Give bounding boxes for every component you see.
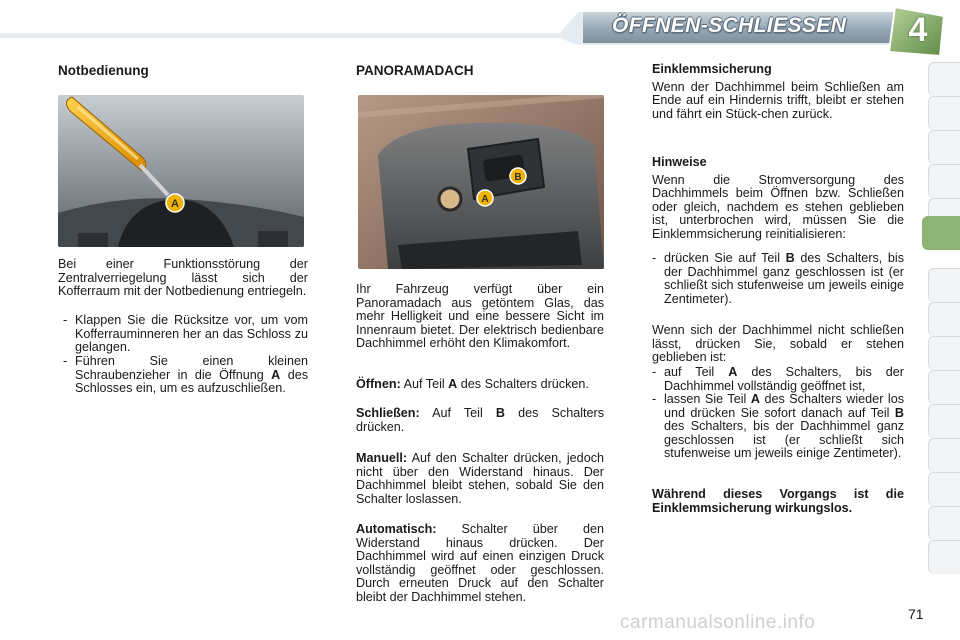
einklemmsicherung-section bbox=[652, 63, 904, 121]
chapter-tab[interactable] bbox=[928, 336, 960, 370]
hinweise-text: Wenn die Stromversorgung des Dachhimmels beim Öffnen bzw. Schließen oder gleich, nachdem es stehen geblieben ist, unterbrochen wird, müssen Sie die Einklemmsicherung reinitialisieren: bbox=[652, 172, 904, 241]
chapter-tabs bbox=[928, 62, 960, 578]
list-item: - auf Teil A des Schalters, bis der Dachhimmel vollständig geöffnet ist, bbox=[652, 365, 904, 393]
automatisch-paragraph: Automatisch: Schalter über den Widerstand hinaus drücken. Der Dachhimmel wird auf einen einzigen Druck vollständig geöffnet oder geschlossen. Durch erneuten Druck auf den Schalter bleibt der Dachhimmel stehen. bbox=[356, 522, 605, 604]
einklemmsicherung-heading: Einklemmsicherung bbox=[652, 62, 772, 76]
chapter-tab[interactable] bbox=[928, 268, 960, 302]
callout-b: B bbox=[514, 172, 522, 183]
warning-paragraph: Während dieses Vorgangs ist die Einklemmsicherung wirkungslos. bbox=[652, 487, 904, 515]
manuell-paragraph: Manuell: Auf den Schalter drücken, jedoch nicht über den Widerstand hinaus. Der Dachhimmel bleibt stehen, sobald Sie den Schalter loslassen. bbox=[356, 451, 604, 506]
notbedienung-text bbox=[58, 258, 308, 299]
chapter-tab[interactable] bbox=[928, 164, 960, 198]
chapter-tab[interactable] bbox=[928, 404, 960, 438]
notbedienung-intro: Bei einer Funktionsstörung der Zentralverriegelung lässt sich der Kofferraum mit der Notbedienung entriegeln. bbox=[58, 257, 308, 299]
chapter-header bbox=[0, 0, 960, 62]
chapter-tab[interactable] bbox=[928, 540, 960, 574]
list-item: - drücken Sie auf Teil B des Schalters, bis der Dachhimmel ganz geschlossen ist (er schließt sich stufenweise um jeweils einige Zentimeter). bbox=[652, 251, 905, 306]
trunk-lock-illustration bbox=[58, 95, 304, 247]
list-item: - Klappen Sie die Rücksitze vor, um vom Kofferrauminneren her an das Schloss zu gelangen. bbox=[63, 313, 308, 355]
list-item: - Führen Sie einen kleinen Schraubenzieher in die Öffnung A des Schlosses ein, um es aufzuschließen. bbox=[63, 354, 309, 396]
callout-a: A bbox=[481, 194, 489, 205]
chapter-number: 4 bbox=[908, 11, 928, 49]
callout-a: A bbox=[171, 198, 179, 210]
page-title: ÖFFNEN-SCHLIESSEN bbox=[612, 14, 847, 37]
list-item: - lassen Sie Teil A des Schalters wieder los und drücken Sie sofort danach auf Teil B des Schalters, bis der Dachhimmel ganz geschlossen ist (er schließt sich stufenweise um jeweils einige Zentimeter). bbox=[652, 392, 904, 461]
section-title-panoramadach: PANORAMADACH bbox=[356, 63, 474, 78]
chapter-tab[interactable] bbox=[928, 62, 960, 96]
roof-switch-illustration bbox=[358, 95, 604, 269]
page-number: 71 bbox=[908, 606, 924, 622]
panoramadach-intro: Ihr Fahrzeug verfügt über ein Panoramadach aus getöntem Glas, das mehr Helligkeit und eine bessere Sicht im Innenraum bietet. Der elektrisch bedienbare Dachhimmel erhöht den Klimakomfort. bbox=[356, 282, 604, 351]
case-paragraph: Wenn sich der Dachhimmel nicht schließen lässt, drücken Sie, sobald er stehen geblieben ist: bbox=[652, 323, 904, 365]
panoramadach-text bbox=[356, 283, 604, 351]
hinweise-heading: Hinweise bbox=[652, 155, 707, 169]
chapter-tab[interactable] bbox=[928, 302, 960, 336]
hinweise-section bbox=[652, 156, 904, 242]
chapter-tab-active[interactable] bbox=[922, 216, 960, 250]
chapter-tab[interactable] bbox=[928, 130, 960, 164]
chapter-tab[interactable] bbox=[928, 472, 960, 506]
watermark: carmanualsonline.info bbox=[620, 612, 816, 633]
chapter-tab[interactable] bbox=[928, 370, 960, 404]
section-title-notbedienung: Notbedienung bbox=[58, 63, 149, 78]
chapter-tab[interactable] bbox=[928, 506, 960, 540]
einklemmsicherung-text: Wenn der Dachhimmel beim Schließen am Ende auf ein Hindernis trifft, bleibt er stehen und fährt ein Stück-chen zurück. bbox=[652, 79, 904, 121]
oeffnen-paragraph: Öffnen: Auf Teil A des Schalters drücken. bbox=[356, 377, 589, 391]
chapter-tab[interactable] bbox=[928, 96, 960, 130]
schliessen-paragraph: Schließen: Auf Teil B des Schalters drücken. bbox=[356, 406, 604, 434]
chapter-tab[interactable] bbox=[928, 438, 960, 472]
